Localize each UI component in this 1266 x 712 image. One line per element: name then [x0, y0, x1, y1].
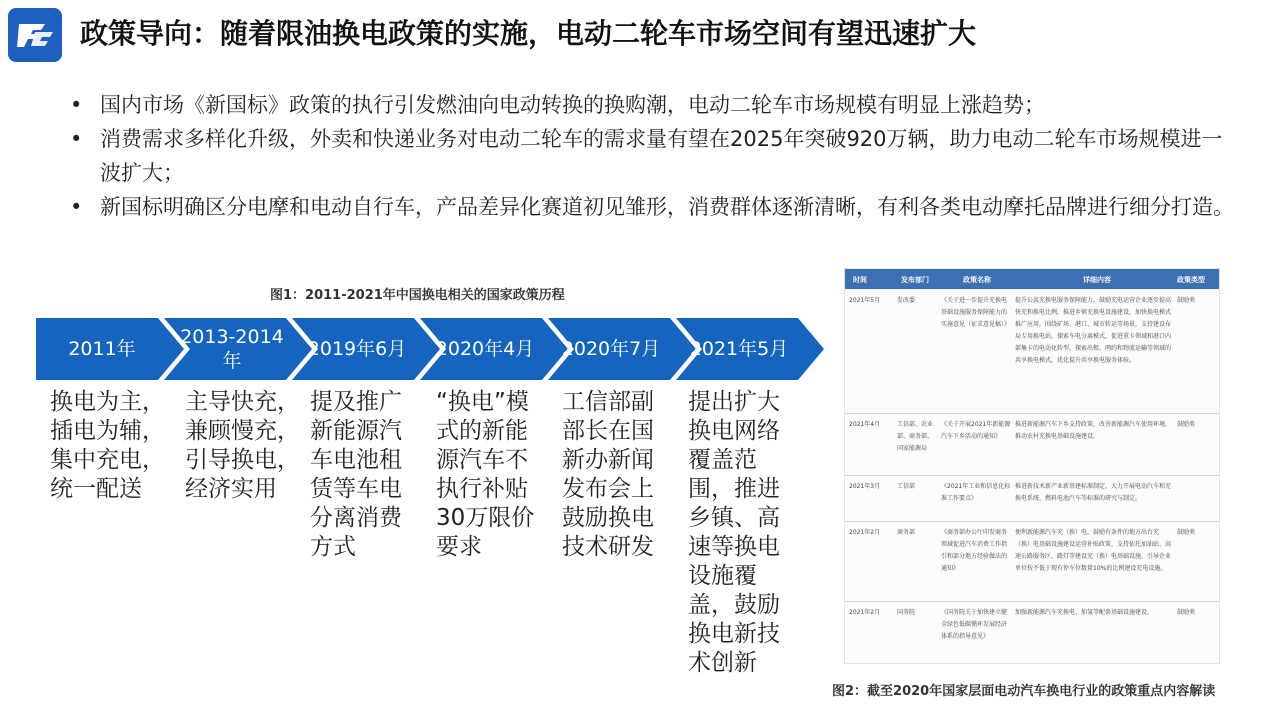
table-cell-name: 《关于开展2021年新能源汽车下乡活动的通知》 [941, 421, 1011, 440]
table-cell-dept: 商务部 [897, 529, 916, 536]
table-cell-dept: 工信部、农业部、商务部、国家能源局 [897, 421, 934, 452]
timeline-step-label: 2013-2014年 [180, 326, 284, 372]
table-cell-time: 2021年2月 [849, 609, 881, 616]
table-header-cell: 政策名称 [963, 276, 991, 284]
bullet-item [70, 190, 1240, 224]
table-row [845, 521, 1219, 602]
timeline-step-label: 2019年6月 [307, 338, 407, 360]
table-header-cell: 政策类型 [1177, 276, 1205, 284]
timeline-step-desc: 主导快充，兼顾慢充，引导换电，经济实用 [185, 389, 300, 502]
table-cell-content: 加强新能源汽车充换电、加氢等配套基础设施建设。 [1015, 609, 1154, 616]
table-header-cell: 发布部门 [901, 276, 929, 284]
table-cell-time: 2021年5月 [849, 297, 881, 304]
table-cell-dept: 发改委 [897, 297, 916, 304]
bullet-item [70, 122, 1240, 190]
table-cell-name: 《国务院关于加快建立健全绿色低碳循环发展经济体系的指导意见》 [941, 609, 1008, 640]
table-cell-content: 提升公共充换电服务保障能力，鼓励充电运营企业逐步提高快充和换电比例，推进乡镇充换电设施建设，加快换电模式推广应用，围绕矿场、港口、城市转运等场景，支持建设布局专用换电站，探索车电分离模式，促进重卡领域和港口内部集卡的电动化转型，探索出租、网约和物流运输等领域的共享换电模式，优化提升共享换电服务体验。 [1015, 297, 1172, 364]
table-cell-type: 鼓励类 [1177, 529, 1196, 536]
table-cell-content: 推进新能源汽车下乡支持政策，改善新能源汽车使用环境，推动农村充换电基础设施建设。 [1015, 421, 1172, 440]
bullet-item [70, 88, 1240, 122]
table-header-cell: 详细内容 [1083, 276, 1111, 284]
table-cell-dept: 国务院 [897, 609, 916, 616]
bullet-text: 新国标明确区分电摩和电动自行车，产品差异化赛道初见雏形，消费群体逐渐清晰，有利各类电动摩托品牌进行细分打造。 [100, 195, 1234, 219]
table-cell-type: 鼓励类 [1177, 609, 1196, 616]
table-cell-type: 鼓励类 [1177, 297, 1196, 304]
bullet-dot-icon: • [70, 195, 83, 219]
timeline-step-label: 2011年 [68, 338, 136, 360]
bullet-text: 国内市场《新国标》政策的执行引发燃油向电动转换的换购潮，电动二轮车市场规模有明显上涨趋势； [100, 93, 1045, 117]
page-title: 政策导向：随着限油换电政策的实施，电动二轮车市场空间有望迅速扩大 [80, 17, 977, 50]
bullet-text: 消费需求多样化升级，外卖和快递业务对电动二轮车的需求量有望在2025年突破920万辆，助力电动二轮车市场规模进一波扩大； [100, 127, 1223, 185]
table-row [845, 475, 1219, 522]
brand-logo-icon [8, 8, 62, 62]
timeline-step-label: 2020年7月 [561, 338, 661, 360]
table-header [845, 269, 1219, 289]
table-cell-time: 2021年4月 [849, 421, 881, 428]
figure2-caption: 图2：截至2020年国家层面电动汽车换电行业的政策重点内容解读 [832, 684, 1216, 699]
table-cell-name: 《商务部办公厅印发商务领域促进汽车消费工作指引和部分地方经验做法的通知》 [941, 529, 1008, 572]
timeline-step-desc: “换电”模式的新能源汽车不执行补贴30万限价要求 [436, 389, 535, 560]
timeline-step-label: 2021年5月 [689, 338, 789, 360]
table-header-cell: 时间 [853, 276, 867, 284]
table-cell-content: 推进新技术新产业新基建标准制定，大力开展电动汽车和充换电系统、燃料电池汽车等标准的研究与制定。 [1015, 483, 1172, 502]
timeline-step-desc: 换电为主，插电为辅，集中充电，统一配送 [50, 389, 165, 502]
table-cell-name: 《2021年工业和信息化标准工作要点》 [941, 483, 1011, 502]
table-row [845, 413, 1219, 476]
table-cell-type: 鼓励类 [1177, 421, 1196, 428]
bullet-list [70, 88, 1240, 224]
timeline-step-desc: 工信部副部长在国新办新闻发布会上鼓励换电技术研发 [562, 389, 654, 560]
table-cell-name: 《关于进一步提升充换电基础设施服务保障能力的实施意见（征求意见稿）》 [941, 297, 1011, 328]
table-cell-dept: 工信部 [897, 483, 916, 490]
timeline-step-label: 2020年4月 [435, 338, 535, 360]
table-cell-content: 便利新能源汽车充（换）电，鼓励有条件的地方出台充（换）电基础设施建设运营补贴政策，支持依托加油站、高速公路服务区、路灯等建设充（换）电基础设施，引导企业单位按不低于现有停车位数量10%的比例建设充电设施。 [1015, 529, 1172, 572]
policy-table-image [844, 268, 1220, 664]
bullet-dot-icon: • [70, 127, 83, 151]
table-cell-time: 2021年2月 [849, 529, 881, 536]
table-cell-time: 2021年3月 [849, 483, 881, 490]
timeline-step-desc: 提出扩大换电网络覆盖范围，推进乡镇、高速等换电设施覆盖，鼓励换电新技术创新 [688, 389, 780, 676]
figure1-caption: 图1：2011-2021年中国换电相关的国家政策历程 [270, 288, 565, 303]
table-row [845, 601, 1219, 663]
table-row [845, 289, 1219, 414]
bullet-dot-icon: • [70, 93, 83, 117]
timeline-step-desc: 提及推广新能源汽车电池租赁等车电分离消费方式 [310, 389, 402, 560]
